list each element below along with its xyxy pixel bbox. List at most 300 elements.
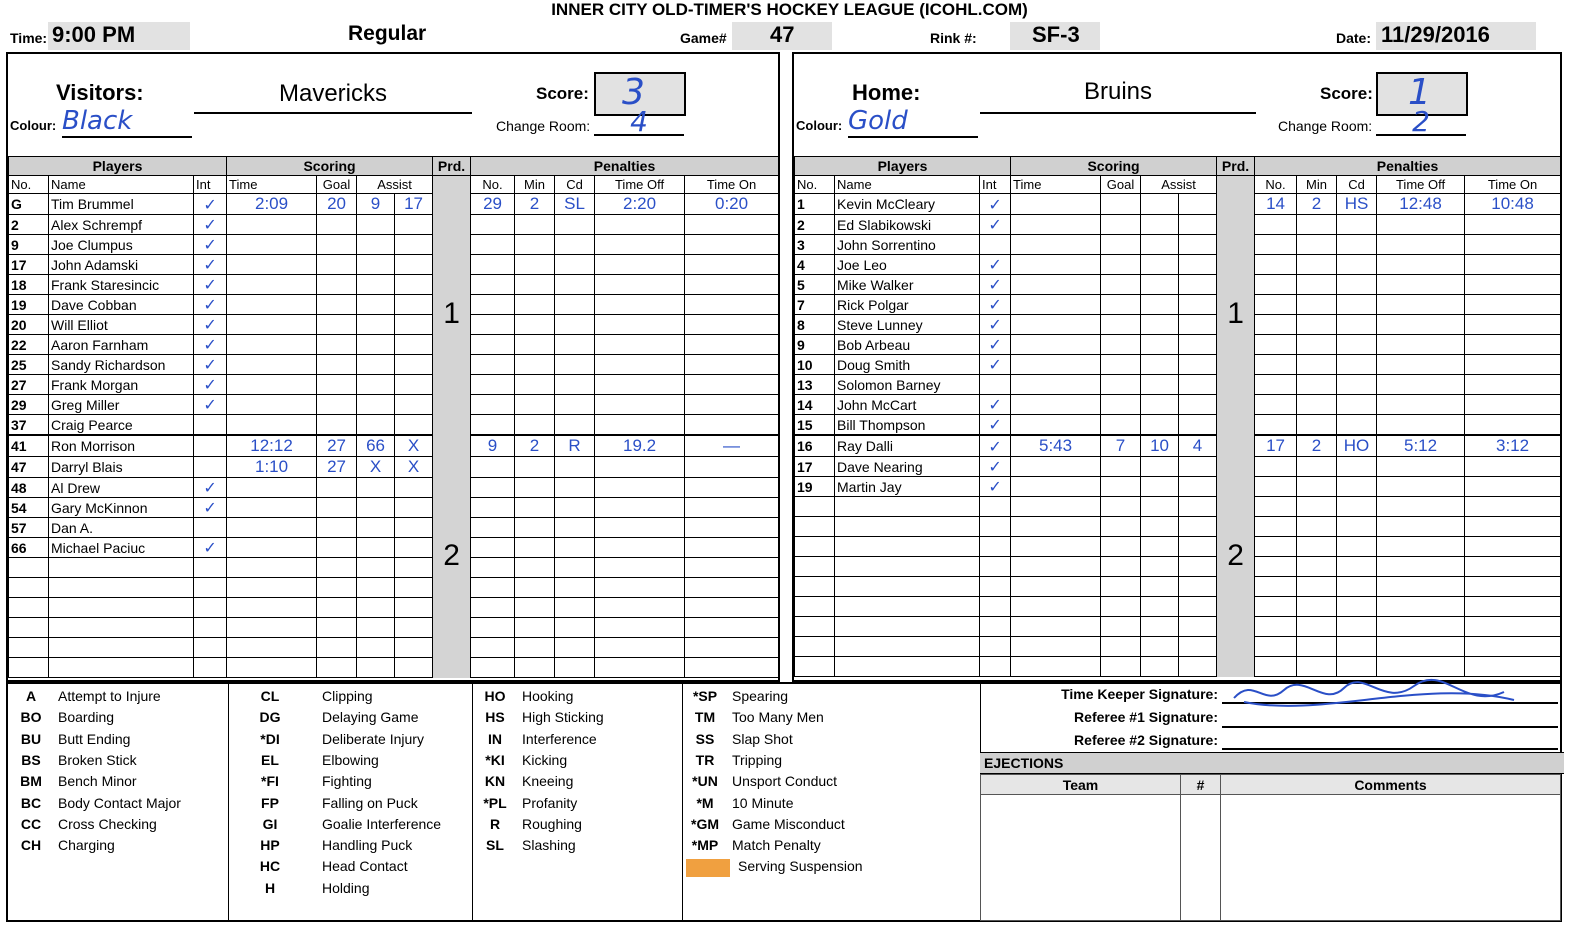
scoring-goal-cell[interactable] (1101, 517, 1141, 537)
scoring-assist1-cell[interactable] (357, 295, 395, 315)
penalty-time-off-cell[interactable] (595, 578, 685, 598)
scoring-assist2-cell[interactable] (1179, 295, 1217, 315)
scoring-assist2-cell[interactable] (1179, 477, 1217, 497)
player-initial-check[interactable] (980, 497, 1011, 517)
penalty-minutes-cell[interactable] (515, 215, 555, 235)
penalty-time-off-cell[interactable] (1377, 275, 1465, 295)
player-initial-check[interactable]: ✓ (980, 435, 1011, 457)
scoring-assist2-cell[interactable] (395, 355, 433, 375)
scoring-assist1-cell[interactable] (357, 498, 395, 518)
penalty-time-off-cell[interactable] (595, 275, 685, 295)
scoring-time-cell[interactable] (227, 618, 317, 638)
penalty-time-off-cell[interactable]: 12:48 (1377, 194, 1465, 215)
scoring-assist1-cell[interactable] (1141, 415, 1179, 436)
penalty-time-on-cell[interactable] (1465, 255, 1561, 275)
scoring-assist1-cell[interactable] (357, 235, 395, 255)
penalty-code-cell[interactable] (1337, 617, 1377, 637)
penalty-minutes-cell[interactable] (515, 335, 555, 355)
scoring-goal-cell[interactable]: 27 (317, 435, 357, 457)
player-initial-check[interactable]: ✓ (194, 194, 227, 215)
scoring-assist2-cell[interactable]: 17 (395, 194, 433, 215)
penalty-time-on-cell[interactable] (685, 478, 779, 498)
scoring-goal-cell[interactable] (317, 638, 357, 658)
penalty-number-cell[interactable] (1255, 395, 1297, 415)
scoring-assist1-cell[interactable] (1141, 194, 1179, 215)
penalty-minutes-cell[interactable] (1297, 537, 1337, 557)
player-initial-check[interactable]: ✓ (194, 315, 227, 335)
scoring-assist1-cell[interactable] (357, 518, 395, 538)
scoring-assist1-cell[interactable] (1141, 597, 1179, 617)
penalty-time-off-cell[interactable] (1377, 637, 1465, 657)
penalty-time-on-cell[interactable] (1465, 657, 1561, 677)
player-initial-check[interactable] (194, 518, 227, 538)
scoring-assist1-cell[interactable] (357, 638, 395, 658)
scoring-assist1-cell[interactable] (357, 538, 395, 558)
scoring-assist2-cell[interactable] (1179, 395, 1217, 415)
scoring-goal-cell[interactable] (317, 215, 357, 235)
penalty-code-cell[interactable] (555, 215, 595, 235)
penalty-number-cell[interactable]: 9 (471, 435, 515, 457)
player-initial-check[interactable]: ✓ (194, 395, 227, 415)
scoring-goal-cell[interactable]: 27 (317, 457, 357, 478)
scoring-assist1-cell[interactable] (1141, 215, 1179, 235)
scoring-assist1-cell[interactable] (1141, 577, 1179, 597)
scoring-time-cell[interactable] (1011, 497, 1101, 517)
penalty-time-off-cell[interactable] (595, 658, 685, 678)
penalty-number-cell[interactable] (1255, 315, 1297, 335)
penalty-time-on-cell[interactable] (685, 255, 779, 275)
scoring-time-cell[interactable] (1011, 557, 1101, 577)
scoring-assist1-cell[interactable] (1141, 335, 1179, 355)
player-initial-check[interactable]: ✓ (194, 478, 227, 498)
scoring-assist2-cell[interactable] (395, 638, 433, 658)
penalty-minutes-cell[interactable] (1297, 275, 1337, 295)
penalty-minutes-cell[interactable] (515, 415, 555, 436)
scoring-goal-cell[interactable] (317, 395, 357, 415)
scoring-assist2-cell[interactable] (395, 658, 433, 678)
penalty-time-on-cell[interactable] (685, 355, 779, 375)
scoring-assist2-cell[interactable] (1179, 597, 1217, 617)
scoring-assist2-cell[interactable] (395, 498, 433, 518)
penalty-time-off-cell[interactable] (1377, 395, 1465, 415)
player-initial-check[interactable] (194, 558, 227, 578)
penalty-time-off-cell[interactable] (595, 255, 685, 275)
scoring-goal-cell[interactable] (317, 335, 357, 355)
penalty-time-on-cell[interactable] (1465, 457, 1561, 477)
penalty-time-on-cell[interactable]: 3:12 (1465, 435, 1561, 457)
scoring-assist2-cell[interactable] (395, 618, 433, 638)
scoring-goal-cell[interactable] (1101, 355, 1141, 375)
penalty-number-cell[interactable]: 14 (1255, 194, 1297, 215)
player-initial-check[interactable]: ✓ (194, 538, 227, 558)
scoring-goal-cell[interactable] (1101, 577, 1141, 597)
player-initial-check[interactable] (194, 638, 227, 658)
scoring-goal-cell[interactable] (1101, 537, 1141, 557)
penalty-code-cell[interactable] (555, 315, 595, 335)
penalty-code-cell[interactable] (555, 478, 595, 498)
penalty-time-on-cell[interactable] (685, 457, 779, 478)
scoring-goal-cell[interactable] (1101, 497, 1141, 517)
penalty-code-cell[interactable] (1337, 557, 1377, 577)
scoring-goal-cell[interactable] (317, 295, 357, 315)
player-initial-check[interactable]: ✓ (194, 235, 227, 255)
penalty-time-off-cell[interactable] (1377, 577, 1465, 597)
player-initial-check[interactable]: ✓ (980, 275, 1011, 295)
player-initial-check[interactable] (980, 375, 1011, 395)
penalty-code-cell[interactable] (1337, 215, 1377, 235)
scoring-time-cell[interactable] (227, 558, 317, 578)
penalty-time-off-cell[interactable]: 19.2 (595, 435, 685, 457)
penalty-minutes-cell[interactable] (1297, 517, 1337, 537)
penalty-time-off-cell[interactable] (1377, 497, 1465, 517)
penalty-number-cell[interactable] (471, 295, 515, 315)
penalty-code-cell[interactable] (555, 578, 595, 598)
scoring-assist1-cell[interactable] (357, 598, 395, 618)
penalty-time-on-cell[interactable] (685, 578, 779, 598)
scoring-goal-cell[interactable] (317, 235, 357, 255)
penalty-minutes-cell[interactable] (515, 295, 555, 315)
player-initial-check[interactable]: ✓ (194, 255, 227, 275)
penalty-time-off-cell[interactable] (595, 498, 685, 518)
penalty-time-on-cell[interactable] (1465, 597, 1561, 617)
penalty-time-on-cell[interactable] (1465, 375, 1561, 395)
scoring-time-cell[interactable] (227, 275, 317, 295)
scoring-goal-cell[interactable]: 20 (317, 194, 357, 215)
penalty-time-on-cell[interactable] (1465, 617, 1561, 637)
scoring-goal-cell[interactable] (317, 598, 357, 618)
player-initial-check[interactable]: ✓ (980, 255, 1011, 275)
player-initial-check[interactable] (980, 557, 1011, 577)
scoring-assist2-cell[interactable] (1179, 335, 1217, 355)
scoring-time-cell[interactable] (1011, 375, 1101, 395)
penalty-time-on-cell[interactable] (1465, 335, 1561, 355)
penalty-minutes-cell[interactable] (515, 275, 555, 295)
scoring-goal-cell[interactable] (1101, 335, 1141, 355)
player-initial-check[interactable] (980, 597, 1011, 617)
scoring-assist2-cell[interactable] (1179, 517, 1217, 537)
penalty-time-on-cell[interactable] (685, 315, 779, 335)
penalty-code-cell[interactable] (1337, 275, 1377, 295)
penalty-code-cell[interactable] (1337, 597, 1377, 617)
penalty-code-cell[interactable] (555, 538, 595, 558)
penalty-number-cell[interactable] (1255, 577, 1297, 597)
penalty-time-on-cell[interactable] (1465, 315, 1561, 335)
penalty-number-cell[interactable] (471, 375, 515, 395)
penalty-time-off-cell[interactable] (1377, 657, 1465, 677)
player-initial-check[interactable]: ✓ (980, 395, 1011, 415)
scoring-time-cell[interactable] (227, 375, 317, 395)
scoring-goal-cell[interactable] (317, 255, 357, 275)
scoring-assist1-cell[interactable] (1141, 477, 1179, 497)
penalty-time-off-cell[interactable] (1377, 597, 1465, 617)
penalty-time-off-cell[interactable] (1377, 315, 1465, 335)
penalty-code-cell[interactable] (1337, 637, 1377, 657)
scoring-assist1-cell[interactable] (1141, 255, 1179, 275)
penalty-number-cell[interactable] (1255, 557, 1297, 577)
penalty-time-off-cell[interactable] (1377, 295, 1465, 315)
scoring-time-cell[interactable]: 2:09 (227, 194, 317, 215)
penalty-code-cell[interactable] (1337, 477, 1377, 497)
scoring-goal-cell[interactable] (1101, 194, 1141, 215)
scoring-assist2-cell[interactable]: 4 (1179, 435, 1217, 457)
penalty-time-off-cell[interactable] (595, 598, 685, 618)
penalty-time-on-cell[interactable] (685, 235, 779, 255)
penalty-time-on-cell[interactable] (1465, 235, 1561, 255)
scoring-assist2-cell[interactable] (1179, 577, 1217, 597)
player-initial-check[interactable] (194, 618, 227, 638)
penalty-code-cell[interactable] (555, 335, 595, 355)
scoring-assist2-cell[interactable] (1179, 657, 1217, 677)
scoring-time-cell[interactable] (1011, 637, 1101, 657)
scoring-assist2-cell[interactable] (1179, 355, 1217, 375)
scoring-time-cell[interactable] (227, 235, 317, 255)
player-initial-check[interactable] (194, 415, 227, 436)
penalty-minutes-cell[interactable]: 2 (515, 194, 555, 215)
penalty-time-on-cell[interactable] (1465, 275, 1561, 295)
player-initial-check[interactable]: ✓ (980, 215, 1011, 235)
scoring-assist2-cell[interactable] (395, 295, 433, 315)
scoring-assist2-cell[interactable] (395, 235, 433, 255)
scoring-time-cell[interactable] (1011, 457, 1101, 477)
referee2-signature-line[interactable] (1222, 748, 1558, 750)
penalty-time-on-cell[interactable]: — (685, 435, 779, 457)
penalty-minutes-cell[interactable] (515, 538, 555, 558)
penalty-time-on-cell[interactable] (685, 335, 779, 355)
scoring-assist1-cell[interactable] (357, 335, 395, 355)
penalty-code-cell[interactable] (1337, 395, 1377, 415)
scoring-assist1-cell[interactable] (1141, 557, 1179, 577)
player-initial-check[interactable] (194, 457, 227, 478)
penalty-time-off-cell[interactable] (1377, 335, 1465, 355)
penalty-minutes-cell[interactable] (1297, 295, 1337, 315)
scoring-assist1-cell[interactable]: 66 (357, 435, 395, 457)
penalty-code-cell[interactable] (555, 558, 595, 578)
scoring-assist2-cell[interactable] (1179, 275, 1217, 295)
penalty-number-cell[interactable] (471, 498, 515, 518)
penalty-code-cell[interactable] (555, 658, 595, 678)
scoring-assist1-cell[interactable]: X (357, 457, 395, 478)
scoring-goal-cell[interactable]: 7 (1101, 435, 1141, 457)
penalty-minutes-cell[interactable] (1297, 557, 1337, 577)
scoring-assist2-cell[interactable] (395, 395, 433, 415)
penalty-minutes-cell[interactable] (515, 255, 555, 275)
penalty-minutes-cell[interactable] (1297, 235, 1337, 255)
scoring-assist1-cell[interactable] (1141, 637, 1179, 657)
scoring-time-cell[interactable] (1011, 315, 1101, 335)
penalty-code-cell[interactable] (555, 355, 595, 375)
penalty-number-cell[interactable] (471, 215, 515, 235)
penalty-number-cell[interactable] (1255, 235, 1297, 255)
penalty-time-off-cell[interactable]: 2:20 (595, 194, 685, 215)
penalty-time-on-cell[interactable] (1465, 517, 1561, 537)
scoring-assist2-cell[interactable] (1179, 497, 1217, 517)
scoring-assist2-cell[interactable] (395, 415, 433, 436)
scoring-assist1-cell[interactable] (1141, 457, 1179, 477)
penalty-minutes-cell[interactable] (515, 578, 555, 598)
penalty-time-off-cell[interactable] (595, 518, 685, 538)
scoring-goal-cell[interactable] (1101, 657, 1141, 677)
penalty-time-off-cell[interactable] (1377, 355, 1465, 375)
scoring-time-cell[interactable] (227, 215, 317, 235)
scoring-time-cell[interactable] (227, 295, 317, 315)
scoring-assist1-cell[interactable] (1141, 497, 1179, 517)
scoring-time-cell[interactable] (227, 658, 317, 678)
penalty-minutes-cell[interactable] (515, 235, 555, 255)
ejection-number-cell[interactable] (1181, 795, 1221, 921)
penalty-time-on-cell[interactable] (685, 275, 779, 295)
scoring-assist2-cell[interactable] (395, 598, 433, 618)
scoring-assist2-cell[interactable] (395, 215, 433, 235)
penalty-minutes-cell[interactable] (1297, 415, 1337, 436)
penalty-time-on-cell[interactable] (1465, 215, 1561, 235)
scoring-assist2-cell[interactable] (1179, 194, 1217, 215)
penalty-code-cell[interactable] (555, 395, 595, 415)
scoring-assist2-cell[interactable] (395, 255, 433, 275)
scoring-time-cell[interactable]: 12:12 (227, 435, 317, 457)
penalty-time-off-cell[interactable] (595, 335, 685, 355)
penalty-minutes-cell[interactable] (1297, 375, 1337, 395)
player-initial-check[interactable]: ✓ (980, 295, 1011, 315)
penalty-time-on-cell[interactable]: 10:48 (1465, 194, 1561, 215)
penalty-time-off-cell[interactable] (595, 538, 685, 558)
scoring-assist1-cell[interactable] (357, 558, 395, 578)
scoring-goal-cell[interactable] (1101, 395, 1141, 415)
penalty-minutes-cell[interactable] (1297, 255, 1337, 275)
penalty-code-cell[interactable] (1337, 335, 1377, 355)
player-initial-check[interactable]: ✓ (980, 415, 1011, 436)
penalty-number-cell[interactable] (1255, 415, 1297, 436)
penalty-code-cell[interactable] (1337, 315, 1377, 335)
penalty-code-cell[interactable]: HS (1337, 194, 1377, 215)
penalty-minutes-cell[interactable] (515, 498, 555, 518)
penalty-time-off-cell[interactable] (595, 638, 685, 658)
scoring-goal-cell[interactable] (1101, 477, 1141, 497)
scoring-time-cell[interactable] (1011, 335, 1101, 355)
penalty-number-cell[interactable] (1255, 637, 1297, 657)
penalty-number-cell[interactable] (1255, 255, 1297, 275)
penalty-time-off-cell[interactable] (595, 415, 685, 436)
penalty-code-cell[interactable] (555, 415, 595, 436)
scoring-assist1-cell[interactable] (1141, 517, 1179, 537)
scoring-goal-cell[interactable] (317, 315, 357, 335)
scoring-time-cell[interactable] (1011, 235, 1101, 255)
scoring-assist2-cell[interactable] (1179, 457, 1217, 477)
scoring-goal-cell[interactable] (317, 558, 357, 578)
scoring-assist1-cell[interactable] (357, 415, 395, 436)
scoring-goal-cell[interactable] (1101, 415, 1141, 436)
scoring-assist2-cell[interactable] (395, 335, 433, 355)
scoring-goal-cell[interactable] (317, 415, 357, 436)
penalty-time-on-cell[interactable] (685, 658, 779, 678)
penalty-code-cell[interactable] (555, 457, 595, 478)
player-initial-check[interactable] (980, 577, 1011, 597)
scoring-time-cell[interactable] (1011, 395, 1101, 415)
penalty-time-on-cell[interactable] (685, 638, 779, 658)
scoring-assist1-cell[interactable] (1141, 295, 1179, 315)
player-initial-check[interactable]: ✓ (194, 215, 227, 235)
penalty-time-on-cell[interactable] (685, 395, 779, 415)
scoring-assist2-cell[interactable] (395, 275, 433, 295)
penalty-minutes-cell[interactable] (1297, 617, 1337, 637)
player-initial-check[interactable] (194, 435, 227, 457)
scoring-assist1-cell[interactable] (357, 395, 395, 415)
scoring-goal-cell[interactable] (1101, 315, 1141, 335)
penalty-number-cell[interactable] (1255, 275, 1297, 295)
scoring-assist1-cell[interactable] (1141, 275, 1179, 295)
scoring-assist2-cell[interactable]: X (395, 457, 433, 478)
scoring-goal-cell[interactable] (1101, 275, 1141, 295)
penalty-code-cell[interactable] (1337, 355, 1377, 375)
penalty-minutes-cell[interactable]: 2 (1297, 194, 1337, 215)
scoring-time-cell[interactable] (1011, 597, 1101, 617)
penalty-number-cell[interactable] (1255, 597, 1297, 617)
scoring-time-cell[interactable] (227, 498, 317, 518)
penalty-minutes-cell[interactable] (1297, 597, 1337, 617)
scoring-assist2-cell[interactable] (1179, 375, 1217, 395)
penalty-code-cell[interactable] (1337, 375, 1377, 395)
penalty-time-on-cell[interactable] (685, 375, 779, 395)
scoring-time-cell[interactable] (1011, 577, 1101, 597)
penalty-code-cell[interactable]: HO (1337, 435, 1377, 457)
penalty-number-cell[interactable] (471, 658, 515, 678)
penalty-minutes-cell[interactable] (1297, 577, 1337, 597)
player-initial-check[interactable]: ✓ (194, 355, 227, 375)
scoring-time-cell[interactable]: 1:10 (227, 457, 317, 478)
scoring-goal-cell[interactable] (1101, 255, 1141, 275)
penalty-time-off-cell[interactable] (595, 375, 685, 395)
penalty-minutes-cell[interactable] (1297, 395, 1337, 415)
penalty-number-cell[interactable] (471, 457, 515, 478)
penalty-time-off-cell[interactable] (1377, 255, 1465, 275)
penalty-time-on-cell[interactable] (685, 598, 779, 618)
scoring-assist1-cell[interactable] (1141, 355, 1179, 375)
penalty-time-on-cell[interactable] (685, 498, 779, 518)
penalty-code-cell[interactable] (1337, 657, 1377, 677)
penalty-code-cell[interactable]: R (555, 435, 595, 457)
scoring-assist2-cell[interactable] (1179, 557, 1217, 577)
scoring-assist2-cell[interactable] (395, 315, 433, 335)
scoring-goal-cell[interactable] (317, 375, 357, 395)
penalty-time-on-cell[interactable] (685, 518, 779, 538)
penalty-minutes-cell[interactable]: 2 (515, 435, 555, 457)
scoring-goal-cell[interactable] (1101, 215, 1141, 235)
scoring-assist2-cell[interactable] (395, 558, 433, 578)
penalty-time-off-cell[interactable] (1377, 617, 1465, 637)
penalty-minutes-cell[interactable] (1297, 457, 1337, 477)
penalty-code-cell[interactable] (1337, 255, 1377, 275)
penalty-number-cell[interactable] (471, 538, 515, 558)
scoring-goal-cell[interactable] (317, 355, 357, 375)
player-initial-check[interactable] (194, 658, 227, 678)
scoring-goal-cell[interactable] (1101, 617, 1141, 637)
scoring-goal-cell[interactable] (317, 478, 357, 498)
penalty-code-cell[interactable] (1337, 457, 1377, 477)
scoring-goal-cell[interactable] (1101, 295, 1141, 315)
referee1-signature-line[interactable] (1222, 726, 1558, 728)
penalty-code-cell[interactable] (1337, 577, 1377, 597)
player-initial-check[interactable]: ✓ (194, 375, 227, 395)
player-initial-check[interactable]: ✓ (194, 335, 227, 355)
penalty-minutes-cell[interactable] (1297, 315, 1337, 335)
penalty-minutes-cell[interactable] (515, 638, 555, 658)
scoring-assist1-cell[interactable] (1141, 375, 1179, 395)
player-initial-check[interactable]: ✓ (980, 477, 1011, 497)
penalty-number-cell[interactable] (471, 618, 515, 638)
penalty-time-off-cell[interactable] (595, 618, 685, 638)
scoring-assist2-cell[interactable] (395, 578, 433, 598)
player-initial-check[interactable]: ✓ (194, 275, 227, 295)
scoring-assist2-cell[interactable] (1179, 617, 1217, 637)
